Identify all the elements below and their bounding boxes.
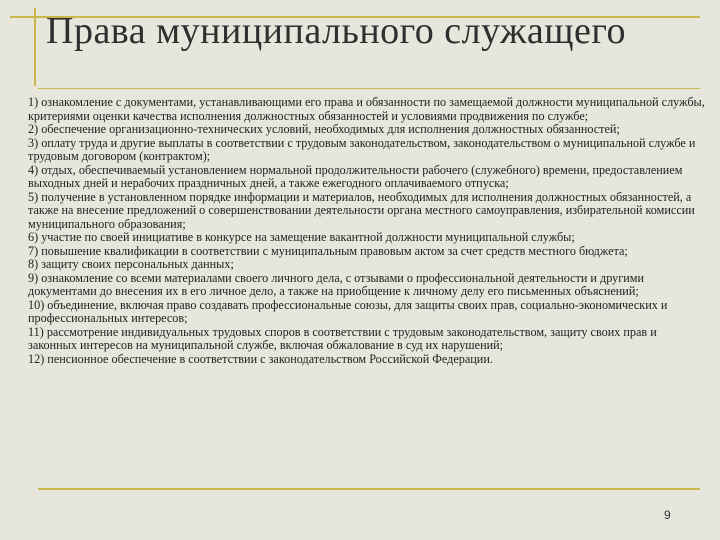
title-divider bbox=[38, 88, 700, 89]
list-item: 8) защиту своих персональных данных; bbox=[28, 257, 234, 271]
list-item: 1) ознакомление с документами, устанавливающими его права и обязанности по замещаемой должности муниципальной службы, критериями оценки качества исполнения должностных обязанностей и условиями продвижения по службе; bbox=[28, 95, 705, 123]
list-item: 9) ознакомление со всеми материалами своего личного дела, с отзывами о профессиональной деятельности и другими документами до внесения их в его личное дело, а также на приобщение к личному делу его письменных объяснений; bbox=[28, 270, 644, 298]
list-item: 11) рассмотрение индивидуальных трудовых споров в соответствии с трудовым законодательством, защиту своих прав и законных интересов на муниципальной службе, включая обжалование в суд их нарушений; bbox=[28, 324, 657, 352]
list-item: 12) пенсионное обеспечение в соответствии с законодательством Российской Федерации. bbox=[28, 351, 493, 366]
rights-list bbox=[28, 96, 706, 366]
list-item: 4) отдых, обеспечиваемый установлением нормальной продолжительности рабочего (служебного) времени, предоставлением выходных дней и нерабочих праздничных дней, а также ежегодного оплачиваемого отпуска; bbox=[28, 162, 683, 190]
list-item: 10) объединение, включая право создавать профессиональные союзы, для защиты своих прав, социально-экономических и профессиональных интересов; bbox=[28, 297, 668, 325]
footer-divider bbox=[38, 488, 700, 490]
list-item: 3) оплату труда и другие выплаты в соответствии с трудовым законодательством, законодательством о муниципальной службе и трудовым договором (контрактом); bbox=[28, 135, 696, 163]
list-item: 2) обеспечение организационно-технических условий, необходимых для исполнения должностных обязанностей; bbox=[28, 122, 620, 136]
list-item: 7) повышение квалификации в соответствии с муниципальным правовым актом за счет средств местного бюджета; bbox=[28, 243, 628, 258]
page-number: 9 bbox=[664, 508, 671, 522]
list-item: 6) участие по своей инициативе в конкурсе на замещение вакантной должности муниципальной службы; bbox=[28, 230, 575, 244]
list-item: 5) получение в установленном порядке информации и материалов, необходимых для исполнения должностных обязанностей, а также на внесение предложений о совершенствовании деятельности органа местного самоуправления, избирательной комиссии муниципального образования; bbox=[28, 189, 695, 231]
title-side-rule bbox=[34, 8, 36, 86]
slide-title: Права муниципального служащего bbox=[46, 10, 627, 52]
